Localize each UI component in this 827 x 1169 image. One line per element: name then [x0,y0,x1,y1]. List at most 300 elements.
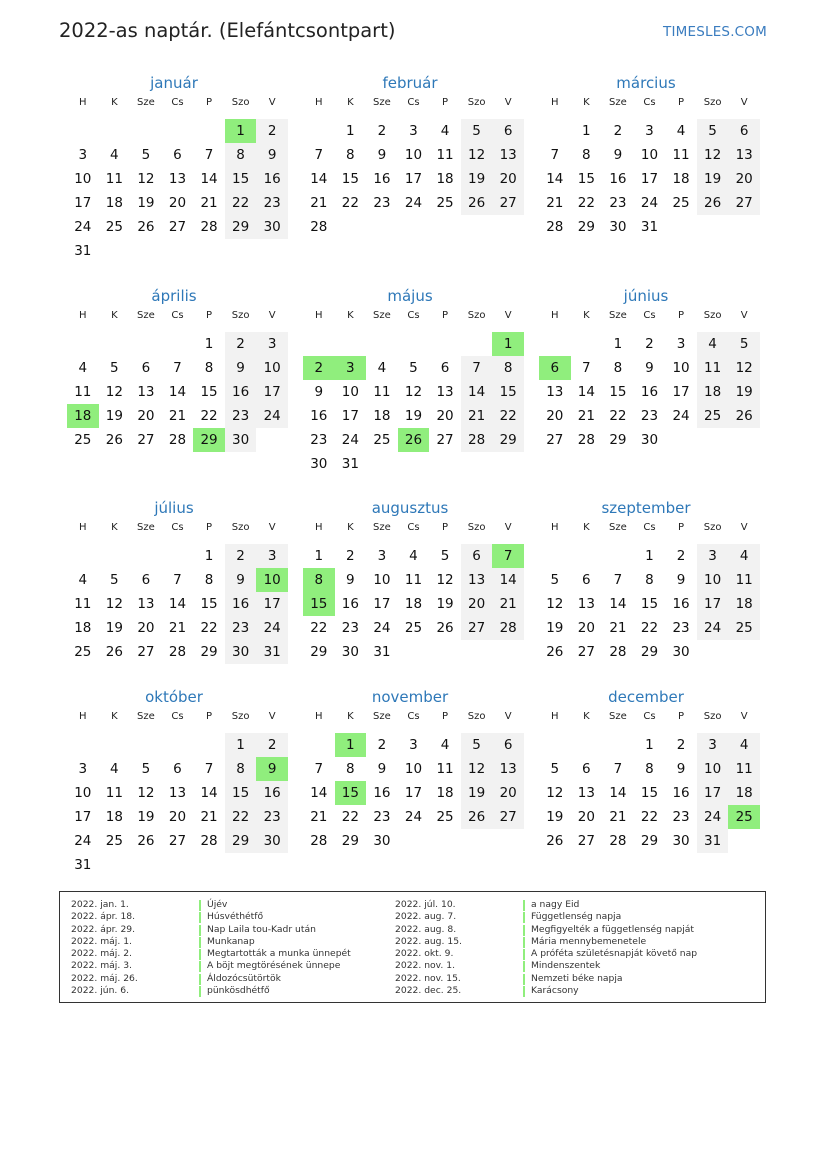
day-cell: 28 [310,219,328,235]
month-table [303,519,524,664]
day-cell: 25 [436,195,454,211]
weekday-header: Szo [461,519,493,542]
day-cell: 12 [461,143,493,167]
day-cell: 18 [67,404,99,428]
legend-date: 2022. júl. 10. [395,899,456,910]
day-cell: 23 [225,616,257,640]
day-cell: 25 [697,404,729,428]
day-cell: 27 [137,432,155,448]
day-cell: 23 [373,195,391,211]
day-cell: 22 [609,408,627,424]
day-cell: 12 [105,596,123,612]
day-cell: 12 [728,356,760,380]
day-cell: 3 [78,761,88,777]
weekday-header: H [539,307,571,330]
weekday-header: V [728,94,760,117]
day-cell: 14 [200,171,218,187]
day-cell: 2 [665,542,697,568]
day-cell: 10 [404,147,423,163]
day-cell: 27 [461,616,493,640]
empty-cell [256,239,288,263]
empty-cell [162,239,194,263]
day-cell: 12 [105,384,123,400]
day-cell: 5 [461,731,493,757]
empty-cell [429,330,461,356]
empty-cell [225,239,257,263]
month-name: április [151,287,197,305]
day-cell: 5 [697,117,729,143]
day-cell: 9 [225,356,257,380]
weekday-header: K [571,519,603,542]
legend-holiday-name: Áldozócsütörtök [207,972,281,984]
month-name: szeptember [601,499,691,517]
weekday-header: Sze [366,519,398,542]
day-cell: 19 [546,809,564,825]
legend-holiday-name: Újév [207,899,228,910]
weekday-header: H [303,94,335,117]
day-cell: 28 [492,616,524,640]
day-cell: 6 [141,360,151,376]
day-cell: 10 [640,147,659,163]
day-cell: 14 [609,596,627,612]
empty-cell [539,542,571,568]
empty-cell [728,640,760,664]
day-cell: 9 [613,147,623,163]
day-cell: 18 [697,380,729,404]
day-cell: 26 [728,404,760,428]
empty-cell [461,215,493,239]
day-cell: 20 [728,167,760,191]
weekday-header: V [492,307,524,330]
day-cell: 17 [404,785,423,801]
day-cell: 9 [377,761,387,777]
empty-cell [398,215,430,239]
weekday-header: P [665,519,697,542]
day-cell: 4 [665,117,697,143]
day-cell: 12 [546,596,564,612]
day-cell: 28 [461,428,493,452]
day-cell: 4 [78,572,88,588]
day-cell: 17 [256,380,288,404]
day-cell: 27 [546,432,564,448]
weekday-header: Szo [461,94,493,117]
day-cell: 21 [200,195,218,211]
day-cell: 5 [550,572,560,588]
day-cell: 26 [461,191,493,215]
day-cell: 17 [74,809,92,825]
day-cell: 6 [173,761,182,777]
day-cell: 29 [492,428,524,452]
day-cell: 6 [728,117,760,143]
empty-cell [539,731,571,757]
weekday-header: V [728,708,760,731]
legend-holiday-name: A próféta születésnapját követő nap [531,948,698,960]
weekday-header: P [429,94,461,117]
empty-cell [602,731,634,757]
empty-cell [162,117,194,143]
weekday-header: Cs [634,307,666,330]
month-name: március [616,74,676,92]
day-cell: 15 [335,781,367,805]
day-cell: 24 [404,195,423,211]
day-cell: 11 [436,761,454,777]
month-table [539,307,760,452]
empty-cell [130,853,162,877]
day-cell: 21 [168,620,187,636]
day-cell: 19 [137,195,155,211]
day-cell: 2 [256,117,288,143]
day-cell: 1 [335,117,367,143]
weekday-header: K [335,307,367,330]
weekday-header: Szo [697,307,729,330]
day-cell: 2 [602,117,634,143]
day-cell: 16 [609,171,627,187]
day-cell: 14 [609,785,627,801]
month-december [540,686,764,853]
empty-cell [256,853,288,877]
day-cell: 25 [728,805,760,829]
day-cell: 29 [193,428,225,452]
month-szeptember [540,497,764,664]
empty-cell [728,428,760,452]
day-cell: 16 [341,596,359,612]
day-cell: 30 [225,428,257,452]
day-cell: 21 [577,408,595,424]
day-cell: 30 [256,829,288,853]
day-cell: 9 [676,572,686,588]
day-cell: 6 [492,731,524,757]
day-cell: 28 [168,432,187,448]
day-cell: 7 [582,360,591,376]
legend-holiday-name: Megtartották a munka ünnepét [207,948,351,960]
holiday-legend [59,891,766,1003]
site-link[interactable]: TIMESLES.COM [663,24,767,40]
day-cell: 14 [577,384,595,400]
empty-cell [665,215,697,239]
day-cell: 7 [613,761,623,777]
day-cell: 27 [728,191,760,215]
day-cell: 8 [346,761,355,777]
day-cell: 1 [602,330,634,356]
weekday-header: Sze [602,519,634,542]
day-cell: 13 [168,785,187,801]
day-cell: 5 [429,542,461,568]
day-cell: 27 [577,644,595,660]
day-cell: 10 [256,356,288,380]
weekday-header: Cs [162,307,194,330]
day-cell: 6 [461,542,493,568]
empty-cell [99,239,131,263]
empty-cell [67,117,99,143]
legend-holiday-name: Munkanap [207,935,255,947]
weekday-header: H [303,708,335,731]
empty-cell [602,542,634,568]
day-cell: 24 [74,219,92,235]
day-cell: 7 [314,761,324,777]
day-cell: 1 [303,542,335,568]
day-cell: 19 [728,380,760,404]
day-cell: 9 [645,360,654,376]
day-cell: 17 [672,384,690,400]
day-cell: 15 [303,592,335,616]
day-cell: 20 [137,408,155,424]
month-name: augusztus [371,499,449,517]
legend-date: 2022. okt. 9. [395,948,454,960]
empty-cell [130,117,162,143]
day-cell: 26 [546,833,564,849]
day-cell: 23 [341,620,359,636]
day-cell: 7 [204,761,214,777]
day-cell: 15 [640,785,659,801]
empty-cell [193,117,225,143]
day-cell: 15 [225,167,257,191]
day-cell: 13 [546,384,564,400]
day-cell: 3 [366,542,398,568]
day-cell: 31 [74,857,92,873]
weekday-header: P [665,307,697,330]
empty-cell [728,215,760,239]
day-cell: 14 [310,171,328,187]
day-cell: 30 [225,640,257,664]
day-cell: 21 [461,404,493,428]
day-cell: 22 [310,620,328,636]
weekday-header: V [256,519,288,542]
day-cell: 24 [256,616,288,640]
day-cell: 21 [200,809,218,825]
day-cell: 7 [314,147,324,163]
day-cell: 7 [613,572,623,588]
day-cell: 2 [366,731,398,757]
empty-cell [225,853,257,877]
day-cell: 11 [373,384,391,400]
day-cell: 13 [461,568,493,592]
weekday-header: V [492,708,524,731]
legend-holiday-name: Nemzeti béke napja [531,972,623,984]
day-cell: 21 [310,809,328,825]
empty-cell [398,640,430,664]
day-cell: 21 [609,809,627,825]
weekday-header: Sze [130,94,162,117]
empty-cell [461,829,493,853]
day-cell: 16 [256,781,288,805]
day-cell: 22 [640,620,659,636]
day-cell: 23 [672,809,690,825]
day-cell: 15 [609,384,627,400]
day-cell: 2 [303,356,335,380]
empty-cell [398,452,430,476]
month-name: július [154,499,194,517]
weekday-header: K [99,519,131,542]
weekday-header: Sze [130,708,162,731]
day-cell: 29 [341,833,359,849]
weekday-header: K [571,708,603,731]
empty-cell [130,542,162,568]
day-cell: 7 [461,356,493,380]
day-cell: 24 [697,616,729,640]
day-cell: 31 [341,456,359,472]
month-június [540,285,764,452]
day-cell: 16 [373,785,391,801]
day-cell: 14 [168,596,187,612]
day-cell: 13 [137,384,155,400]
empty-cell [303,731,335,757]
empty-cell [665,428,697,452]
day-cell: 23 [609,195,627,211]
day-cell: 10 [256,568,288,592]
empty-cell [99,731,131,757]
day-cell: 5 [409,360,418,376]
empty-cell [697,428,729,452]
day-cell: 18 [105,195,123,211]
day-cell: 12 [697,143,729,167]
day-cell: 4 [728,731,760,757]
day-cell: 25 [728,616,760,640]
empty-cell [398,330,430,356]
day-cell: 12 [461,757,493,781]
day-cell: 1 [492,330,524,356]
day-cell: 28 [310,833,328,849]
weekday-header: Sze [602,708,634,731]
month-name: június [623,287,669,305]
weekday-header: Sze [602,307,634,330]
day-cell: 26 [461,805,493,829]
weekday-header: Sze [130,519,162,542]
month-table [539,94,760,239]
day-cell: 22 [341,195,359,211]
day-cell: 12 [404,384,423,400]
weekday-header: Cs [398,519,430,542]
month-table [67,307,288,452]
month-table [67,519,288,664]
day-cell: 22 [225,805,257,829]
day-cell: 19 [697,167,729,191]
legend-holiday-name: Karácsony [531,985,579,997]
day-cell: 28 [609,644,627,660]
day-cell: 6 [440,360,450,376]
day-cell: 8 [303,568,335,592]
day-cell: 12 [546,785,564,801]
day-cell: 26 [105,432,123,448]
day-cell: 29 [225,829,257,853]
day-cell: 29 [577,219,595,235]
legend-holiday-name: Nap Laila tou-Kadr után [207,923,316,935]
empty-cell [67,731,99,757]
day-cell: 24 [341,432,359,448]
empty-cell [398,829,430,853]
weekday-header: V [256,307,288,330]
month-augusztus [304,497,528,664]
day-cell: 6 [492,117,524,143]
day-cell: 14 [461,380,493,404]
empty-cell [539,117,571,143]
month-május [304,285,528,476]
day-cell: 28 [577,432,595,448]
day-cell: 18 [105,809,123,825]
day-cell: 16 [672,596,690,612]
day-cell: 9 [676,761,686,777]
day-cell: 10 [672,360,690,376]
empty-cell [461,330,493,356]
day-cell: 22 [577,195,595,211]
day-cell: 18 [672,171,690,187]
day-cell: 21 [310,195,328,211]
day-cell: 4 [697,330,729,356]
day-cell: 31 [640,219,659,235]
day-cell: 28 [609,833,627,849]
legend-date: 2022. máj. 1. [71,935,132,947]
legend-date: 2022. aug. 8. [395,923,457,935]
day-cell: 18 [728,781,760,805]
month-table [303,307,524,476]
empty-cell [571,731,603,757]
day-cell: 3 [78,147,88,163]
empty-cell [366,330,398,356]
day-cell: 18 [404,596,423,612]
weekday-header: P [665,94,697,117]
day-cell: 20 [492,167,524,191]
empty-cell [193,239,225,263]
day-cell: 19 [461,167,493,191]
day-cell: 20 [492,781,524,805]
weekday-header: K [335,94,367,117]
legend-date: 2022. nov. 15. [395,972,461,984]
day-cell: 25 [436,809,454,825]
month-table [539,708,760,853]
day-cell: 8 [492,356,524,380]
empty-cell [162,853,194,877]
day-cell: 9 [256,143,288,167]
legend-holiday-name: pünkösdhétfő [207,985,270,997]
day-cell: 4 [377,360,387,376]
weekday-header: Cs [398,94,430,117]
day-cell: 23 [672,620,690,636]
weekday-header: K [99,307,131,330]
legend-date: 2022. jan. 1. [71,899,129,910]
day-cell: 20 [436,408,454,424]
day-cell: 2 [665,731,697,757]
day-cell: 8 [204,360,214,376]
month-március [540,72,764,239]
day-cell: 1 [634,542,666,568]
weekday-header: Szo [697,519,729,542]
empty-cell [461,452,493,476]
day-cell: 13 [577,596,595,612]
legend-holiday-name: Megfigyelték a függetlenség napját [531,923,694,935]
day-cell: 30 [256,215,288,239]
day-cell: 23 [373,809,391,825]
weekday-header: Szo [461,307,493,330]
day-cell: 17 [404,171,423,187]
weekday-header: P [193,94,225,117]
day-cell: 12 [137,171,155,187]
empty-cell [492,215,524,239]
day-cell: 19 [461,781,493,805]
day-cell: 3 [697,542,729,568]
legend-holiday-name: A böjt megtörésének ünnepe [207,960,341,972]
weekday-header: Cs [634,94,666,117]
day-cell: 31 [256,640,288,664]
weekday-header: Sze [130,307,162,330]
day-cell: 2 [225,330,257,356]
day-cell: 27 [492,805,524,829]
weekday-header: P [193,307,225,330]
day-cell: 31 [74,243,92,259]
empty-cell [162,330,194,356]
empty-cell [728,829,760,853]
weekday-header: Sze [602,94,634,117]
day-cell: 16 [225,380,257,404]
day-cell: 28 [200,833,218,849]
